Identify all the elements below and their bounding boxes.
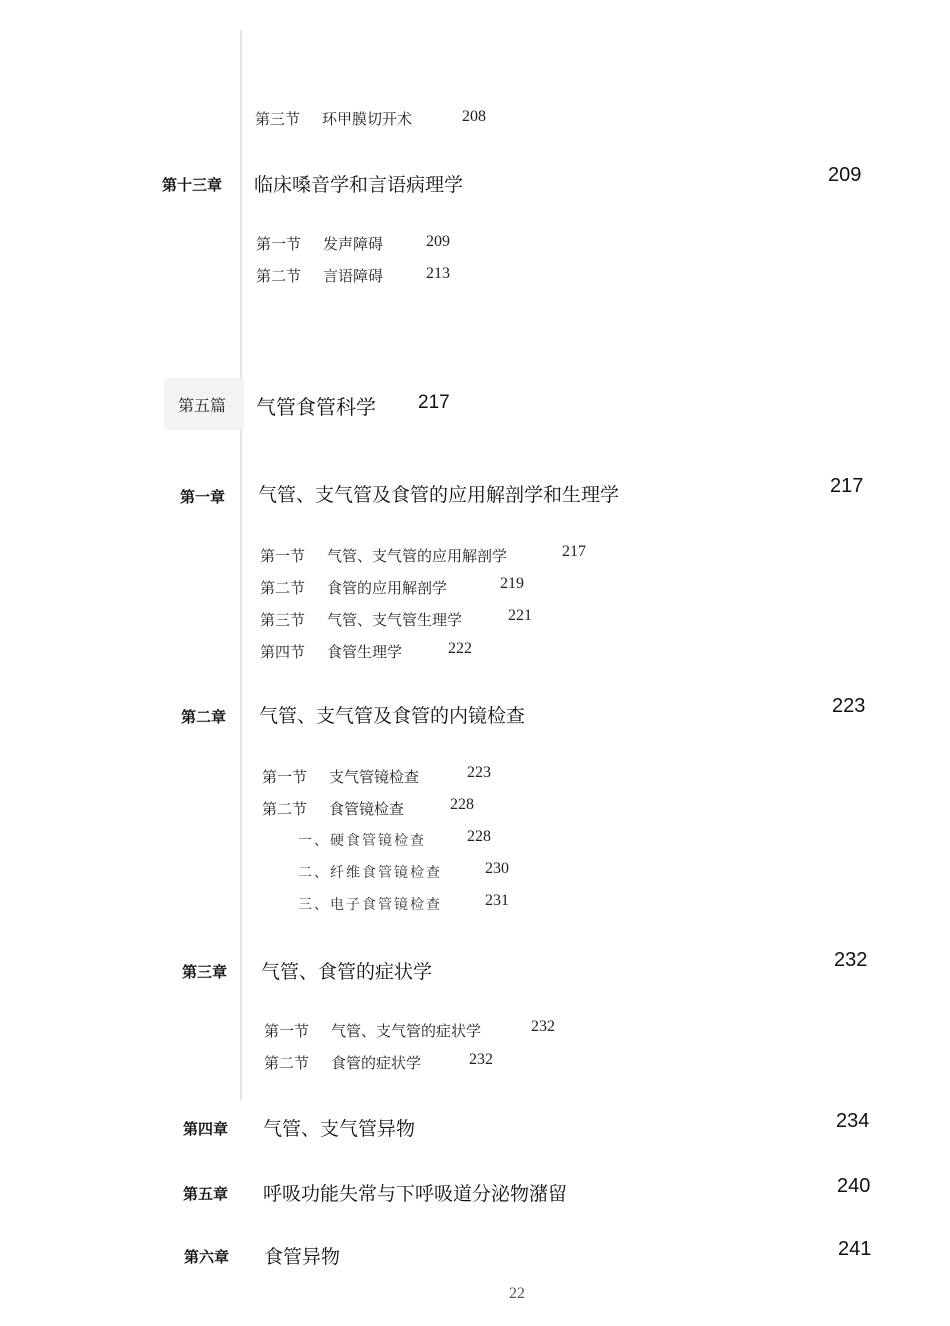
section-page: 228: [450, 796, 474, 813]
chapter-label: 第六章: [184, 1248, 230, 1266]
section-label: 第一节: [262, 768, 308, 786]
subsection-title: 一、硬食管镜检查: [298, 833, 426, 849]
section-label: 第一节: [256, 235, 302, 253]
margin-rule: [240, 30, 242, 1100]
chapter-title: 气管、支气管及食管的应用解剖学和生理学: [258, 484, 620, 506]
section-title: 发声障碍: [323, 235, 384, 253]
section-label: 第二节: [256, 267, 302, 285]
chapter-label: 第二章: [181, 708, 227, 726]
section-title: 气管、支气管的症状学: [331, 1022, 482, 1040]
chapter-page: 223: [832, 695, 866, 717]
part-title: 气管食管科学: [256, 395, 376, 419]
page-number: 22: [509, 1285, 525, 1302]
section-label: 第二节: [264, 1054, 310, 1072]
section-title: 食管的应用解剖学: [327, 579, 448, 597]
section-title: 环甲膜切开术: [322, 110, 413, 128]
subsection-title: 三、电子食管镜检查: [298, 897, 442, 913]
chapter-page: 232: [834, 949, 868, 971]
section-page: 208: [462, 108, 486, 125]
chapter-title: 临床嗓音学和言语病理学: [254, 174, 464, 196]
subsection-page: 228: [467, 828, 491, 845]
section-page: 222: [448, 640, 472, 657]
section-label: 第二节: [260, 579, 306, 597]
part-page: 217: [418, 392, 450, 413]
subsection-page: 230: [485, 860, 509, 877]
section-title: 食管镜检查: [329, 800, 405, 818]
section-title: 气管、支气管的应用解剖学: [327, 547, 508, 565]
chapter-page: 234: [836, 1110, 870, 1132]
chapter-page: 241: [838, 1238, 872, 1260]
chapter-title: 食管异物: [264, 1246, 341, 1268]
chapter-label: 第十三章: [162, 176, 223, 194]
section-label: 第二节: [262, 800, 308, 818]
section-title: 支气管镜检查: [329, 768, 420, 786]
section-label: 第三节: [255, 110, 301, 128]
chapter-title: 气管、食管的症状学: [261, 961, 433, 983]
chapter-title: 气管、支气管及食管的内镜检查: [259, 705, 526, 727]
chapter-page: 240: [837, 1175, 871, 1197]
section-page: 219: [500, 575, 524, 592]
section-label: 第一节: [260, 547, 306, 565]
section-page: 232: [469, 1051, 493, 1068]
section-page: 217: [562, 543, 586, 560]
chapter-label: 第一章: [180, 488, 226, 506]
section-label: 第三节: [260, 611, 306, 629]
chapter-label: 第五章: [183, 1185, 229, 1203]
chapter-page: 209: [828, 164, 862, 186]
section-label: 第四节: [260, 643, 306, 661]
chapter-title: 气管、支气管异物: [263, 1118, 416, 1140]
section-page: 232: [531, 1018, 555, 1035]
section-title: 食管生理学: [327, 643, 403, 661]
subsection-page: 231: [485, 892, 509, 909]
section-title: 言语障碍: [323, 267, 384, 285]
subsection-title: 二、纤维食管镜检查: [298, 865, 442, 881]
chapter-label: 第四章: [183, 1120, 229, 1138]
section-title: 气管、支气管生理学: [327, 611, 463, 629]
chapter-title: 呼吸功能失常与下呼吸道分泌物潴留: [263, 1183, 568, 1205]
section-page: 221: [508, 607, 532, 624]
section-page: 209: [426, 233, 450, 250]
chapter-page: 217: [830, 475, 864, 497]
section-page: 223: [467, 764, 491, 781]
part-label: 第五篇: [178, 396, 227, 415]
chapter-label: 第三章: [182, 963, 228, 981]
section-page: 213: [426, 265, 450, 282]
section-title: 食管的症状学: [331, 1054, 422, 1072]
section-label: 第一节: [264, 1022, 310, 1040]
